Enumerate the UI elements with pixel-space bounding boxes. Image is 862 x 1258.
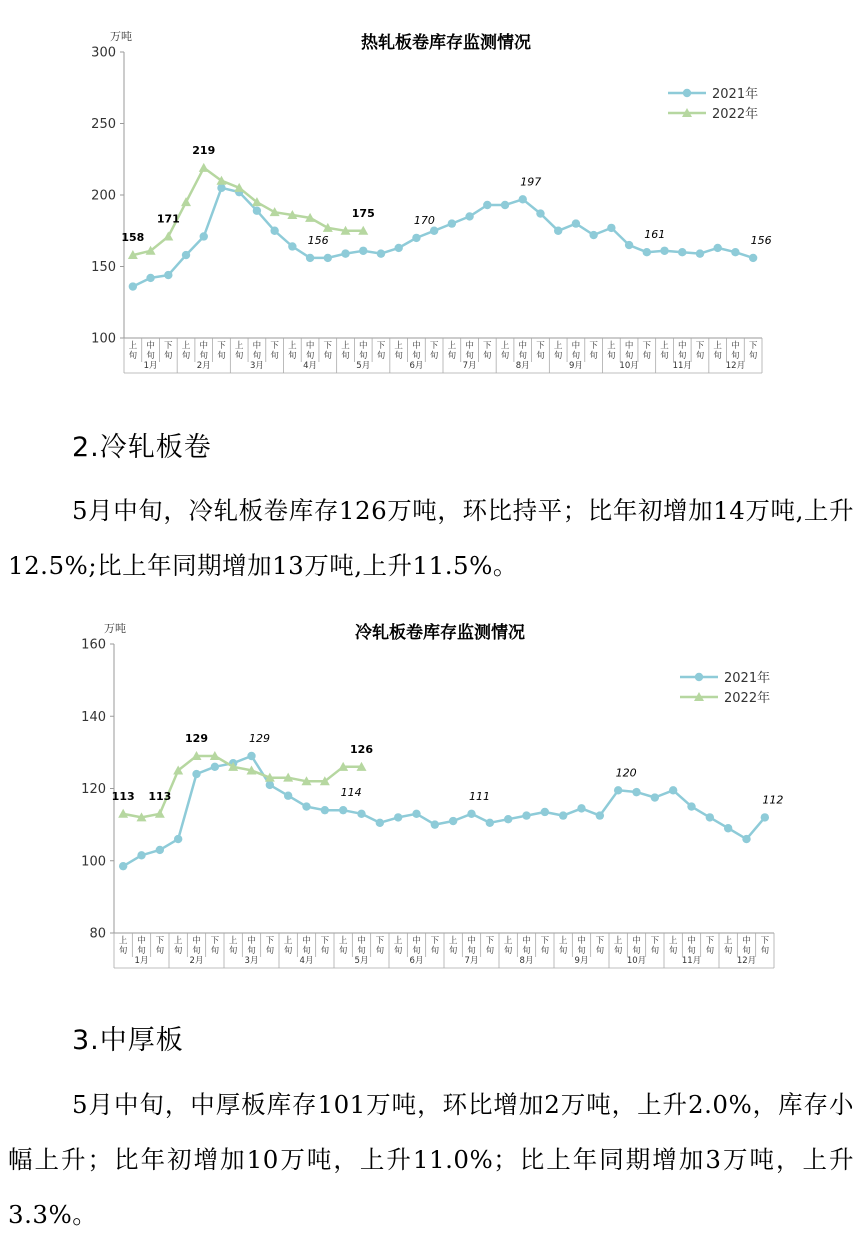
x-tick-label-month: 8月 xyxy=(519,956,534,966)
x-tick-label-period: 旬 xyxy=(137,946,146,956)
data-point-2021年 xyxy=(486,819,494,827)
x-tick-label-period: 旬 xyxy=(687,946,696,956)
x-tick-label-period: 上 xyxy=(118,936,128,946)
data-point-2021年 xyxy=(119,862,127,870)
x-tick-label-month: 2月 xyxy=(189,956,204,966)
x-tick-label-period: 下 xyxy=(760,936,770,946)
x-tick-label-period: 下 xyxy=(265,936,275,946)
x-tick-label-period: 下 xyxy=(375,936,385,946)
data-point-2021年 xyxy=(483,201,491,209)
x-tick-label-period: 旬 xyxy=(642,351,652,361)
x-tick-label-period: 上 xyxy=(613,936,623,946)
x-tick-label-period: 旬 xyxy=(217,351,226,361)
x-tick-label-period: 旬 xyxy=(181,351,191,361)
data-label-2022年: 113 xyxy=(148,789,172,803)
x-tick-label-period: 上 xyxy=(228,936,238,946)
chart-title: 热轧板卷库存监测情况 xyxy=(361,33,531,53)
data-point-2021年 xyxy=(359,247,367,255)
x-tick-label-month: 10月 xyxy=(619,361,639,371)
data-point-2021年 xyxy=(182,251,190,259)
x-tick-label-period: 旬 xyxy=(448,946,458,956)
data-label-2022年: 219 xyxy=(192,143,216,157)
x-tick-label-period: 上 xyxy=(128,341,138,351)
data-label-2021年: 161 xyxy=(644,228,666,242)
hot-rolled-inventory-chart xyxy=(0,0,862,390)
data-point-2021年 xyxy=(430,227,438,235)
data-point-2021年 xyxy=(412,810,420,818)
x-tick-label-month: 1月 xyxy=(134,956,149,966)
x-tick-label-period: 中 xyxy=(624,341,634,351)
data-label-2021年: 129 xyxy=(249,731,270,745)
x-tick-label-period: 中 xyxy=(357,936,366,946)
x-tick-label-period: 旬 xyxy=(270,351,279,361)
x-tick-label-month: 2月 xyxy=(196,361,211,371)
x-tick-label-period: 旬 xyxy=(412,946,421,956)
x-tick-label-period: 上 xyxy=(558,936,568,946)
data-point-2021年 xyxy=(706,813,714,821)
x-tick-label-period: 中 xyxy=(571,341,581,351)
x-tick-label-period: 旬 xyxy=(742,946,751,956)
data-point-2021年 xyxy=(357,810,365,818)
data-point-2021年 xyxy=(651,793,659,801)
data-point-2021年 xyxy=(696,249,704,257)
data-point-2021年 xyxy=(596,811,604,819)
x-tick-label-period: 中 xyxy=(199,341,209,351)
data-point-2021年 xyxy=(129,282,137,290)
x-tick-label-period: 旬 xyxy=(723,946,733,956)
data-point-2021年 xyxy=(284,792,292,800)
data-point-2021年 xyxy=(253,207,261,215)
data-point-2021年 xyxy=(164,271,172,279)
x-tick-label-period: 下 xyxy=(320,936,330,946)
x-tick-label-period: 中 xyxy=(252,341,262,351)
x-tick-label-period: 旬 xyxy=(302,946,311,956)
x-tick-label-period: 旬 xyxy=(713,351,722,361)
x-tick-label-month: 1月 xyxy=(143,361,158,371)
legend-label: 2022年 xyxy=(724,691,771,706)
x-tick-label-period: 旬 xyxy=(320,946,330,956)
data-point-2021年 xyxy=(270,227,278,235)
data-point-2021年 xyxy=(724,824,732,832)
x-tick-label-period: 旬 xyxy=(173,946,183,956)
data-point-2021年 xyxy=(522,811,530,819)
x-tick-label-period: 上 xyxy=(393,936,403,946)
x-tick-label-period: 旬 xyxy=(338,946,348,956)
data-point-2021年 xyxy=(448,219,456,227)
x-tick-label-period: 旬 xyxy=(376,351,386,361)
y-tick-label: 150 xyxy=(91,260,116,275)
x-tick-label-period: 旬 xyxy=(595,946,605,956)
y-axis-unit-label: 万吨 xyxy=(110,30,132,43)
x-tick-label-period: 上 xyxy=(448,936,458,946)
data-point-2021年 xyxy=(669,786,677,794)
x-tick-label-period: 上 xyxy=(668,936,678,946)
x-tick-label-period: 旬 xyxy=(705,946,715,956)
x-tick-label-period: 中 xyxy=(146,341,155,351)
data-point-2021年 xyxy=(302,802,310,810)
x-tick-label-month: 11月 xyxy=(672,361,692,371)
legend-label: 2021年 xyxy=(724,671,771,686)
x-tick-label-period: 下 xyxy=(705,936,715,946)
x-tick-label-period: 旬 xyxy=(118,946,128,956)
data-point-2021年 xyxy=(625,241,633,249)
x-tick-label-period: 旬 xyxy=(558,946,568,956)
data-point-2021年 xyxy=(449,817,457,825)
y-tick-label: 120 xyxy=(81,782,106,797)
x-tick-label-period: 中 xyxy=(412,341,421,351)
data-label-2022年: 126 xyxy=(350,742,373,756)
x-tick-label-period: 旬 xyxy=(305,351,315,361)
data-label-2021年: 120 xyxy=(615,766,637,780)
data-point-2022年 xyxy=(181,197,191,206)
data-label-2021年: 112 xyxy=(762,793,784,807)
data-point-2021年 xyxy=(536,209,544,217)
x-tick-label-period: 下 xyxy=(485,936,495,946)
x-tick-label-period: 上 xyxy=(288,341,297,351)
x-tick-label-period: 下 xyxy=(323,341,333,351)
x-tick-label-period: 旬 xyxy=(607,351,616,361)
x-tick-label-month: 10月 xyxy=(626,956,647,966)
data-point-2021年 xyxy=(376,819,384,827)
x-tick-label-period: 上 xyxy=(660,341,669,351)
cold-rolled-inventory-chart xyxy=(0,610,862,975)
x-tick-label-period: 旬 xyxy=(323,351,333,361)
legend-label: 2022年 xyxy=(712,107,759,122)
x-tick-label-period: 旬 xyxy=(155,946,165,956)
x-tick-label-period: 旬 xyxy=(613,946,623,956)
y-tick-label: 250 xyxy=(91,117,116,132)
x-tick-label-period: 旬 xyxy=(199,351,209,361)
x-tick-label-period: 旬 xyxy=(695,351,705,361)
x-tick-label-month: 5月 xyxy=(356,361,371,371)
data-point-2021年 xyxy=(321,806,329,814)
x-tick-label-period: 旬 xyxy=(375,946,385,956)
x-tick-label-period: 中 xyxy=(577,936,586,946)
x-tick-label-period: 旬 xyxy=(288,351,297,361)
x-tick-label-period: 旬 xyxy=(748,351,758,361)
data-point-2021年 xyxy=(687,802,695,810)
data-point-2021年 xyxy=(192,770,200,778)
x-tick-label-period: 上 xyxy=(181,341,191,351)
data-point-2022年 xyxy=(163,231,173,240)
data-label-2021年: 197 xyxy=(520,175,542,189)
x-tick-label-period: 旬 xyxy=(518,351,528,361)
data-point-2021年 xyxy=(559,811,567,819)
x-tick-label-period: 旬 xyxy=(660,351,669,361)
x-tick-label-period: 旬 xyxy=(429,351,439,361)
x-tick-label-period: 下 xyxy=(589,341,598,351)
y-tick-label: 140 xyxy=(81,709,106,725)
cold-rolled-paragraph: 5月中旬，冷轧板卷库存126万吨，环比持平；比年初增加14万吨,上升12.5%;比上年同期增加13万吨,上升11.5%。 xyxy=(8,496,854,580)
data-point-2021年 xyxy=(266,781,274,789)
x-tick-label-period: 旬 xyxy=(128,351,138,361)
series-line-2021年 xyxy=(123,756,765,866)
data-point-2021年 xyxy=(394,244,402,252)
x-tick-label-period: 下 xyxy=(210,936,220,946)
x-tick-label-period: 旬 xyxy=(146,351,155,361)
x-tick-label-period: 下 xyxy=(270,341,279,351)
x-tick-label-period: 中 xyxy=(518,341,528,351)
x-tick-label-month: 7月 xyxy=(464,956,479,966)
x-tick-label-period: 旬 xyxy=(283,946,293,956)
data-label-2021年: 156 xyxy=(750,233,772,247)
data-point-2021年 xyxy=(211,763,219,771)
x-tick-label-month: 4月 xyxy=(303,361,318,371)
x-tick-label-month: 6月 xyxy=(409,956,424,966)
data-point-2021年 xyxy=(467,810,475,818)
x-tick-label-period: 中 xyxy=(677,341,687,351)
data-point-2021年 xyxy=(174,835,182,843)
x-tick-label-period: 下 xyxy=(642,341,652,351)
x-tick-label-period: 旬 xyxy=(164,351,173,361)
data-label-2022年: 171 xyxy=(156,212,180,226)
x-tick-label-period: 旬 xyxy=(650,946,660,956)
x-tick-label-period: 下 xyxy=(217,341,226,351)
x-tick-label-period: 下 xyxy=(483,341,492,351)
x-tick-label-period: 旬 xyxy=(540,946,550,956)
data-point-2021年 xyxy=(519,195,527,203)
x-tick-label-period: 中 xyxy=(358,341,368,351)
x-tick-label-period: 旬 xyxy=(483,351,492,361)
x-tick-label-period: 旬 xyxy=(500,351,510,361)
y-tick-label: 200 xyxy=(91,188,116,204)
x-tick-label-period: 上 xyxy=(553,341,563,351)
x-tick-label-period: 下 xyxy=(536,341,545,351)
data-label-2022年: 129 xyxy=(185,731,208,745)
data-point-2021年 xyxy=(306,254,314,262)
data-point-2021年 xyxy=(749,254,757,262)
x-tick-label-period: 旬 xyxy=(731,351,740,361)
y-tick-label: 300 xyxy=(91,45,116,61)
x-tick-label-period: 旬 xyxy=(465,351,474,361)
data-point-2021年 xyxy=(731,248,739,256)
x-tick-label-period: 旬 xyxy=(536,351,545,361)
x-tick-label-period: 旬 xyxy=(485,946,495,956)
x-tick-label-period: 下 xyxy=(376,341,386,351)
x-tick-label-period: 中 xyxy=(137,936,146,946)
y-tick-label: 80 xyxy=(89,926,106,942)
data-point-2021年 xyxy=(541,808,549,816)
data-point-2021年 xyxy=(200,232,208,240)
x-tick-label-period: 上 xyxy=(713,341,722,351)
data-label-2022年: 175 xyxy=(351,206,375,220)
x-tick-label-period: 上 xyxy=(503,936,513,946)
x-tick-label-period: 上 xyxy=(234,341,244,351)
x-tick-label-period: 旬 xyxy=(265,946,275,956)
x-tick-label-period: 旬 xyxy=(624,351,634,361)
x-tick-label-period: 下 xyxy=(650,936,660,946)
data-point-2021年 xyxy=(394,813,402,821)
data-point-2022年 xyxy=(199,163,209,172)
section-heading-cold-rolled: 2.冷轧板卷 xyxy=(72,432,212,463)
legend-marker-2021年 xyxy=(683,89,691,97)
data-point-2021年 xyxy=(614,786,622,794)
x-tick-label-period: 上 xyxy=(500,341,510,351)
x-tick-label-month: 6月 xyxy=(409,361,424,371)
data-point-2021年 xyxy=(589,231,597,239)
data-point-2021年 xyxy=(247,752,255,760)
data-label-2021年: 170 xyxy=(413,213,435,227)
x-tick-label-period: 旬 xyxy=(430,946,440,956)
x-tick-label-month: 11月 xyxy=(681,956,702,966)
x-tick-label-period: 中 xyxy=(302,936,311,946)
data-label-2021年: 114 xyxy=(340,786,362,800)
x-tick-label-period: 旬 xyxy=(247,946,256,956)
x-tick-label-period: 上 xyxy=(173,936,183,946)
x-tick-label-period: 旬 xyxy=(571,351,581,361)
x-tick-label-period: 旬 xyxy=(760,946,770,956)
x-tick-label-month: 12月 xyxy=(725,361,746,371)
x-tick-label-period: 旬 xyxy=(252,351,262,361)
data-label-2021年: 156 xyxy=(307,233,329,247)
data-point-2021年 xyxy=(643,248,651,256)
data-point-2021年 xyxy=(632,788,640,796)
y-tick-label: 160 xyxy=(81,637,106,653)
x-tick-label-period: 旬 xyxy=(393,946,403,956)
x-tick-label-period: 旬 xyxy=(357,946,366,956)
x-tick-label-period: 旬 xyxy=(467,946,476,956)
x-tick-label-period: 上 xyxy=(723,936,733,946)
x-tick-label-period: 中 xyxy=(467,936,476,946)
x-tick-label-month: 5月 xyxy=(354,956,369,966)
legend-label: 2021年 xyxy=(712,87,759,102)
data-point-2021年 xyxy=(713,244,721,252)
x-tick-label-period: 旬 xyxy=(589,351,598,361)
x-tick-label-month: 8月 xyxy=(515,361,530,371)
x-tick-label-period: 中 xyxy=(305,341,315,351)
data-point-2021年 xyxy=(156,846,164,854)
x-tick-label-month: 9月 xyxy=(574,956,589,966)
x-tick-label-month: 12月 xyxy=(736,956,757,966)
x-tick-label-period: 旬 xyxy=(412,351,421,361)
y-tick-label: 100 xyxy=(81,854,106,870)
medium-plate-paragraph: 5月中旬，中厚板库存101万吨，环比增加2万吨，上升2.0%，库存小幅上升；比年初增加10万吨，上升11.0%；比上年同期增加3万吨，上升3.3%。 xyxy=(8,1090,854,1229)
data-label-2021年: 111 xyxy=(469,789,490,803)
data-point-2021年 xyxy=(501,201,509,209)
x-tick-label-period: 旬 xyxy=(447,351,457,361)
x-tick-label-period: 旬 xyxy=(228,946,238,956)
y-tick-label: 100 xyxy=(91,331,116,347)
data-point-2021年 xyxy=(412,234,420,242)
y-axis-unit-label: 万吨 xyxy=(104,622,126,635)
data-point-2021年 xyxy=(660,247,668,255)
x-tick-label-period: 中 xyxy=(731,341,740,351)
section-heading-medium-plate: 3.中厚板 xyxy=(72,1025,184,1056)
data-point-2021年 xyxy=(678,248,686,256)
x-tick-label-month: 3月 xyxy=(244,956,259,966)
x-tick-label-period: 上 xyxy=(341,341,350,351)
x-tick-label-period: 旬 xyxy=(677,351,687,361)
data-point-2021年 xyxy=(288,242,296,250)
chart-title: 冷轧板卷库存监测情况 xyxy=(355,623,525,643)
x-tick-label-period: 中 xyxy=(632,936,641,946)
data-point-2021年 xyxy=(504,815,512,823)
x-tick-label-period: 下 xyxy=(164,341,173,351)
x-tick-label-period: 旬 xyxy=(632,946,641,956)
x-tick-label-period: 旬 xyxy=(577,946,586,956)
x-tick-label-period: 中 xyxy=(192,936,201,946)
x-tick-label-period: 下 xyxy=(540,936,550,946)
x-tick-label-period: 旬 xyxy=(210,946,220,956)
data-point-2021年 xyxy=(341,249,349,257)
x-tick-label-period: 旬 xyxy=(394,351,403,361)
x-tick-label-period: 中 xyxy=(247,936,256,946)
x-tick-label-period: 中 xyxy=(465,341,474,351)
data-point-2021年 xyxy=(554,227,562,235)
legend-marker-2021年 xyxy=(695,673,703,681)
data-label-2022年: 113 xyxy=(111,789,135,803)
data-point-2021年 xyxy=(137,851,145,859)
x-tick-label-period: 旬 xyxy=(192,946,201,956)
x-tick-label-month: 3月 xyxy=(249,361,264,371)
data-point-2021年 xyxy=(377,249,385,257)
x-tick-label-period: 上 xyxy=(394,341,403,351)
x-tick-label-period: 中 xyxy=(522,936,531,946)
x-tick-label-period: 上 xyxy=(447,341,457,351)
x-tick-label-period: 旬 xyxy=(234,351,244,361)
x-tick-label-month: 4月 xyxy=(299,956,314,966)
x-tick-label-period: 上 xyxy=(338,936,348,946)
data-point-2021年 xyxy=(431,820,439,828)
x-tick-label-period: 旬 xyxy=(341,351,350,361)
data-point-2021年 xyxy=(324,254,332,262)
data-point-2021年 xyxy=(339,806,347,814)
data-point-2021年 xyxy=(607,224,615,232)
x-tick-label-period: 下 xyxy=(748,341,758,351)
x-tick-label-period: 下 xyxy=(595,936,605,946)
data-point-2021年 xyxy=(742,835,750,843)
x-tick-label-period: 中 xyxy=(687,936,696,946)
x-tick-label-period: 旬 xyxy=(358,351,368,361)
x-tick-label-period: 旬 xyxy=(503,946,513,956)
x-tick-label-period: 旬 xyxy=(668,946,678,956)
data-point-2021年 xyxy=(761,813,769,821)
x-tick-label-period: 下 xyxy=(155,936,165,946)
x-tick-label-period: 下 xyxy=(430,936,440,946)
x-tick-label-period: 下 xyxy=(429,341,439,351)
x-tick-label-month: 9月 xyxy=(568,361,583,371)
x-tick-label-period: 下 xyxy=(695,341,705,351)
x-tick-label-month: 7月 xyxy=(462,361,477,371)
x-tick-label-period: 上 xyxy=(607,341,616,351)
x-tick-label-period: 中 xyxy=(742,936,751,946)
x-tick-label-period: 上 xyxy=(283,936,293,946)
x-tick-label-period: 旬 xyxy=(522,946,531,956)
x-tick-label-period: 旬 xyxy=(553,351,563,361)
data-point-2021年 xyxy=(577,804,585,812)
x-tick-label-period: 中 xyxy=(412,936,421,946)
series-line-2022年 xyxy=(133,168,363,255)
data-point-2021年 xyxy=(217,184,225,192)
data-label-2022年: 158 xyxy=(121,231,145,245)
data-point-2021年 xyxy=(572,219,580,227)
data-point-2021年 xyxy=(146,274,154,282)
data-point-2021年 xyxy=(465,212,473,220)
